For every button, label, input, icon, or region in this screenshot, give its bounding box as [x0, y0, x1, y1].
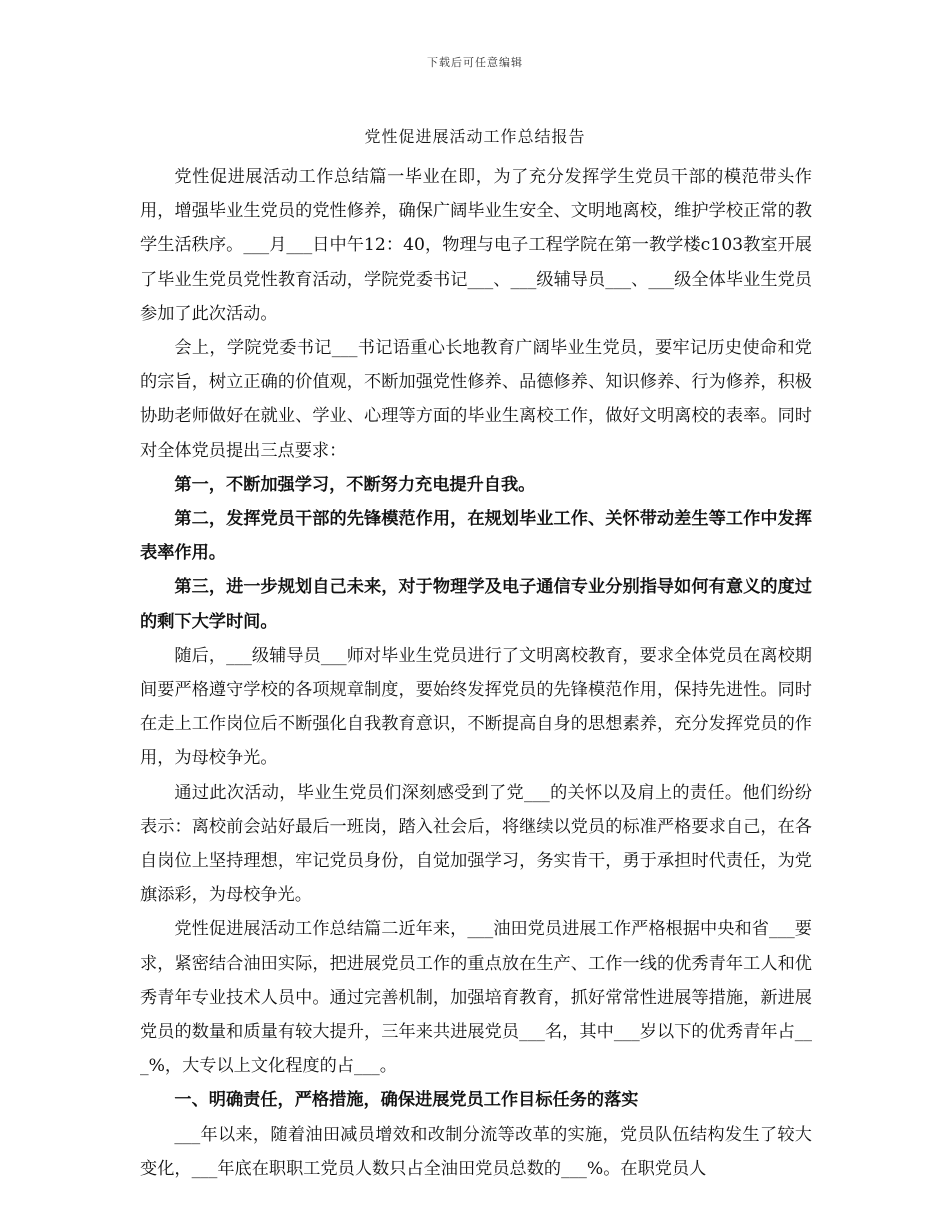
paragraph-2: 会上，学院党委书记___书记语重心长地教育广阔毕业生党员，要牢记历史使命和党的宗旨，树立正确的价值观，不断加强党性修养、品德修养、知识修养、行为修养，积极协助老师做好在就业、学业、心理等方面的毕业生离校工作，做好文明离校的表率。同时对全体党员提出三点要求： [140, 338, 812, 461]
requirement-3: 第三，进一步规划自己未来，对于物理学及电子通信专业分别指导如何有意义的度过的剩下大学时间。 [140, 577, 812, 632]
paragraph-1: 党性促进展活动工作总结篇一毕业在即，为了充分发挥学生党员干部的模范带头作用，增强毕业生党员的党性修养，确保广阔毕业生安全、文明地离校，维护学校正常的教学生活秩序。___月___日中午12：40，物理与电子工程学院在第一教学楼c103教室开展了毕业生党员党性教育活动，学院党委书记___、___级辅导员___、___级全体毕业生党员参加了此次活动。 [140, 167, 812, 324]
paragraph-3: 随后，___级辅导员___师对毕业生党员进行了文明离校教育，要求全体党员在离校期间要严格遵守学校的各项规章制度，要始终发挥党员的先锋模范作用，保持先进性。同时在走上工作岗位后不断强化自我教育意识，不断提高自身的思想素养，充分发挥党员的作用，为母校争光。 [140, 645, 812, 769]
requirement-1: 第一，不断加强学习，不断努力充电提升自我。 [174, 474, 536, 495]
paragraph-5: 党性促进展活动工作总结篇二近年来，___油田党员进展工作严格根据中央和省___要求，紧密结合油田实际，把进展党员工作的重点放在生产、工作一线的优秀青年工人和优秀青年专业技术人员中。通过完善机制，加强培育教育，抓好常常性进展等措施，新进展党员的数量和质量有较大提升，三年来共进展党员___名，其中___岁以下的优秀青年占___%，大专以上文化程度的占___。 [140, 919, 812, 1077]
requirement-2: 第二，发挥党员干部的先锋模范作用，在规划毕业工作、关怀带动差生等工作中发挥表率作用。 [140, 509, 812, 564]
document-body [140, 160, 812, 1186]
document-title: 党性促进展活动工作总结报告 [364, 127, 586, 146]
section-heading-1: 一、明确责任，严格措施，确保进展党员工作目标任务的落实 [174, 1090, 639, 1111]
header-note: 下载后可任意编辑 [427, 56, 523, 69]
paragraph-6: ___年以来，随着油田减员增效和改制分流等改革的实施，党员队伍结构发生了较大变化，___年底在职职工党员人数只占全油田党员总数的___%。在职党员人 [140, 1124, 812, 1179]
paragraph-4: 通过此次活动，毕业生党员们深刻感受到了党___的关怀以及肩上的责任。他们纷纷表示：离校前会站好最后一班岗，踏入社会后，将继续以党员的标准严格要求自己，在各自岗位上坚持理想，牢记党员身份，自觉加强学习，务实肯干，勇于承担时代责任，为党旗添彩，为母校争光。 [140, 782, 812, 906]
